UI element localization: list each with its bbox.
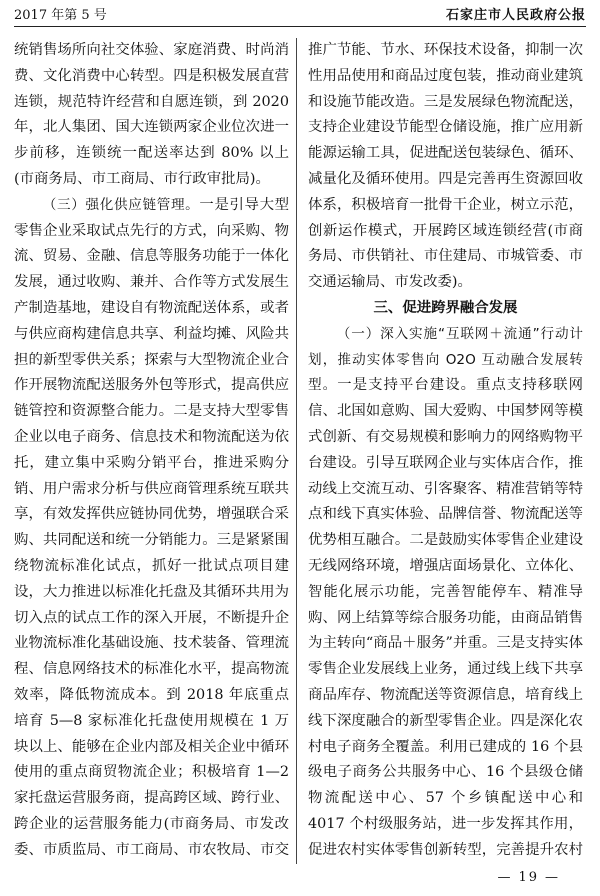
publication-title: 石家庄市人民政府公报 [445, 8, 586, 23]
left-column [14, 38, 289, 864]
column-divider [296, 38, 297, 864]
running-header [14, 6, 586, 27]
paragraph-body: 一是支持平台建设。重点支持移联网信、北国如意购、国大爱购、中国梦网等模式创新、有交易规模和影响力的网络购物平台建设。引导互联网企业与实体店合作，推动线上交流互动、引客聚客、精准营销等特点和线下真实体验、品牌信誉、物流配送等优势相互融合。二是鼓励实体零售企业建设无线网络环境，增强店面场景化、立体化、智能化展示功能，完善智能停车、精准导购、网上结算等综合服务功能，由商品销售为主转向“商品＋服务”并重。三是支持实体零售企业发展线上业务，通过线上线下共享商品库存、物流配送等资源信息，培育线上线下深度融合的新型零售企业。四是深化农村电子商务全覆盖。利用已建成的 16 个县级电子商务公共服务中心、16 个县级仓储物流配送中心、57 个乡镇配送中心和 4017 个村级服务站，进一步发挥其作用，促进农村实体零售创新转型，完善提升农村 [308, 377, 583, 858]
paragraph: 推广节能、节水、环保技术设备，抑制一次性用品使用和商品过度包装，推动商业建筑和设施节能改造。三是发展绿色物流配送，支持企业建设节能型仓储设施，推广应用新能源运输工具，促进配送包装绿色、循环、减量化及循环使用。四是完善再生资源回收体系，积极培育一批骨干企业，树立示范，创新运作模式，开展跨区域连锁经营(市商务局、市供销社、市住建局、市城管委、市交通运输局、市发改委)。 [308, 42, 583, 291]
paragraph-body: 一是引导大型零售企业采取试点先行的方式，向采购、物流、贸易、金融、信息等服务功能于一体化发展，通过收购、兼并、合作等方式发展生产制造基地，建设自有物流配送体系，或者与供应商构建信息共享、利益均摊、风险共担的新型零供关系；探索与大型物流企业合作开展物流配送服务外包等形式，提高供应链管控和资源整合能力。二是支持大型零售企业以电子商务、信息技术和物流配送为依托，建立集中采购分销平台，推进采购分销、用户需求分析与供应商管理系统互联共享，有效发挥供应链协同优势，增强联合采购、共同配送和统一分销能力。三是紧紧围绕物流标准化试点，抓好一批试点项目建设，大力推进以标准化托盘及其循环共用为切入点的试点工作的深入开展，不断提升企业物流标准化基础设施、技术装备、管理流程、信息网络技术的标准化水平，提高物流效率，降低物流成本。到 2018 年底重点培育 5—8 家标准化托盘使用规模在 1 万块以上、能够在企业内部及相关企业中循环使用的重点商贸物流企业；积极培育 1—2 家托盘运营服务商，提高跨区域、跨行业、跨企业的运营服务能力(市商务局、市发改委、市质监局、市工商局、市农牧局、市交 [14, 196, 289, 858]
section-heading: 三、促进跨界融合发展 [373, 299, 518, 316]
paragraph: 统销售场所向社交体验、家庭消费、时尚消费、文化消费中心转型。四是积极发展直营连锁，规范特许经营和自愿连锁，到 2020 年，北人集团、国大连锁两家企业位次进一步前移，连锁统一配送率达到 80% 以上(市商务局、市工商局、市行政审批局)。 [14, 42, 289, 187]
subsection-heading: （一）深入实施“互联网＋流通”行动计划，推动实体零售向 O2O 互动融合发展转型。 [308, 325, 583, 394]
issue-label: 2017 年第 5 号 [14, 8, 107, 23]
paragraph [308, 322, 583, 864]
page-number: — 19 — [491, 870, 566, 885]
right-column [308, 38, 583, 864]
subsection-heading: （三）强化供应链管理。 [42, 196, 200, 213]
page-footer [0, 868, 600, 888]
paragraph [14, 193, 289, 864]
